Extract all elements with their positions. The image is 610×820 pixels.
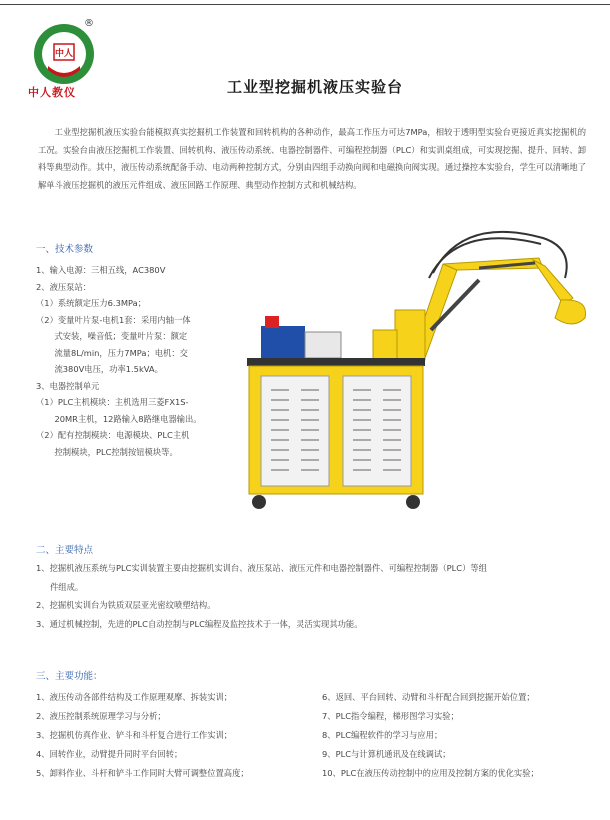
feature-text: 2、挖掘机实训台为铁质双层亚光密纹喷塑结构。 (36, 600, 216, 610)
spec-line: 1、输入电源：三相五线，AC380V (36, 265, 166, 275)
spec-line: 式安装，噪音低；变量叶片泵：额定 (36, 331, 188, 341)
top-rule (0, 4, 610, 5)
machine-illustration (243, 218, 595, 518)
spec-line: （1）PLC主机模块：主机选用三菱FX1S- (36, 397, 189, 407)
feature-item (36, 615, 586, 634)
feature-text: 3、通过机械控制，先进的PLC自动控制与PLC编程及监控技术于一体，灵活实现其功能。 (36, 618, 363, 629)
function-item: 9、PLC与计算机通讯及在线调试； (322, 749, 451, 759)
spec-line: （2）变量叶片泵-电机1套：采用内轴一体 (36, 314, 191, 325)
features-list (36, 559, 586, 633)
spec-line: （2）配有控制模块：电源模块、PLC主机 (36, 430, 190, 440)
functions-left-column (36, 688, 249, 783)
functions-right-column (322, 688, 539, 783)
function-item: 5、卸料作业、斗杆和铲斗工作同时大臂可调整位置高度； (36, 768, 249, 778)
spec-line: 20MR主机，12路输入8路继电器输出。 (36, 413, 202, 424)
feature-item (36, 559, 586, 596)
function-item: 3、挖掘机仿真作业、铲斗和斗杆复合进行工作实训； (36, 730, 233, 740)
spec-line: 流量8L/min，压力7MPa；电机：交 (36, 347, 188, 358)
spec-line: 2、液压泵站： (36, 281, 92, 292)
functions-heading: 三、主要功能： (36, 671, 103, 682)
function-item: 8、PLC编程软件的学习与应用； (322, 730, 443, 740)
features-heading: 二、主要特点 (36, 545, 94, 556)
feature-text: 1、挖掘机液压系统与PLC实训装置主要由挖掘机实训台、液压泵站、液压元件和电器控制器件、可编程控制器（PLC）等组 (36, 563, 487, 573)
intro-paragraph: 工业型挖掘机液压实验台能模拟真实挖掘机工作装置和回转机构的各种动作，最高工作压力可达7MPa，相较于透明型实验台更接近真实挖掘机的工况。实验台由液压挖掘机工作装置、回转机构、液压传动系统、电器控制器件、可编程控制器（PLC）和实训桌组成，可实现挖掘、提升、回转、卸料等典型动作。其中，液压传动系统配备手动、电动两种控制方式，分别由四组手动换向阀和电磁换向阀实现。通过操控本实验台，学生可以清晰地了解单斗液压挖掘机的液压元件组成、液压回路工作原理、典型动作控制方式和机械结构。 (38, 127, 586, 190)
spec-line: 3、电器控制单元 (36, 380, 100, 391)
brand-name: 中人教仪 (28, 86, 76, 99)
spec-line: 流380V电压，功率1.5kVA。 (36, 364, 163, 374)
spec-line: 控制模块，PLC控制按钮模块等。 (36, 446, 178, 457)
spec-heading: 一、技术参数 (36, 244, 94, 255)
function-item: 2、液压控制系统原理学习与分析； (36, 711, 166, 721)
function-item: 6、返回、平台回转、动臂和斗杆配合回到挖掘开始位置； (322, 692, 535, 702)
spec-list (36, 262, 236, 460)
emblem-text: 中人 (54, 49, 74, 59)
function-item: 1、液压传动各部件结构及工作原理观摩、拆装实训； (36, 692, 233, 702)
page-title: 工业型挖掘机液压实验台 (226, 78, 403, 96)
spec-line: （1）系统额定压力6.3MPa； (36, 298, 147, 308)
registered-mark: ® (84, 18, 94, 29)
function-item: 7、PLC指令编程，梯形图学习实验； (322, 711, 459, 721)
function-item: 4、回转作业，动臂提升同时平台回转； (36, 749, 183, 759)
feature-item (36, 596, 586, 615)
feature-text-cont: 件组成。 (50, 581, 84, 592)
function-item: 10、PLC在液压传动控制中的应用及控制方案的优化实验； (322, 768, 539, 778)
